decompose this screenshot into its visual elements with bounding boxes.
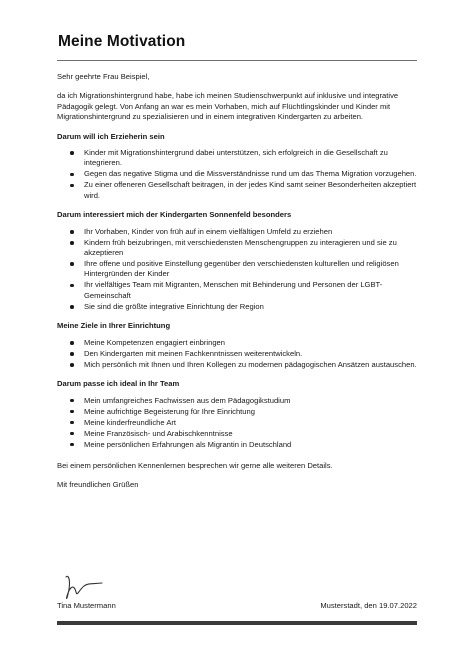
section — [57, 321, 417, 370]
title-divider — [57, 60, 417, 61]
handwritten-signature — [62, 572, 110, 602]
list-item-text: Meine persönlichen Erfahrungen als Migrantin in Deutschland — [84, 439, 292, 449]
bullet-icon — [70, 341, 74, 345]
section — [57, 132, 417, 202]
bullet-icon — [70, 230, 74, 234]
list-item — [57, 338, 417, 348]
list-item-text: Meine kinderfreundliche Art — [84, 417, 177, 427]
bullet-list — [57, 227, 417, 313]
list-item-text: Ihr vielfältiges Team mit Migranten, Menschen mit Behinderung und Personen der LGBT-Gemeinschaft — [84, 280, 383, 300]
place-date: Musterstadt, den 19.07.2022 — [320, 601, 417, 610]
list-item — [57, 396, 417, 406]
bullet-icon — [70, 352, 74, 356]
page-title: Meine Motivation — [58, 33, 186, 50]
bullet-icon — [70, 363, 74, 367]
bullet-icon — [70, 421, 74, 425]
list-item-text: Meine aufrichtige Begeisterung für Ihre Einrichtung — [84, 406, 255, 416]
list-item — [57, 440, 417, 450]
section-heading: Darum will ich Erzieherin sein — [57, 131, 165, 141]
letter-body — [57, 72, 417, 491]
section-heading: Darum interessiert mich der Kindergarten Sonnenfeld besonders — [57, 210, 292, 220]
sections-container — [57, 132, 417, 450]
bullet-icon — [70, 241, 74, 245]
bullet-icon — [70, 443, 74, 447]
list-item-text: Gegen das negative Stigma und die Missverständnisse rund um das Thema Migration vorzugehen. — [84, 169, 417, 179]
bullet-list — [57, 338, 417, 370]
bullet-icon — [70, 284, 74, 288]
list-item-text: Ihre offene und positive Einstellung gegenüber den verschiedensten kulturellen und religiösen Hintergründen der Kinder — [84, 259, 399, 279]
list-item — [57, 169, 417, 179]
section-heading: Darum passe ich ideal in Ihr Team — [57, 379, 180, 389]
list-item — [57, 227, 417, 237]
list-item — [57, 238, 417, 259]
list-item-text: Zu einer offeneren Gesellschaft beitragen, in der jedes Kind samt seiner Besonderheiten akzeptiert wird. — [84, 180, 417, 200]
section — [57, 210, 417, 312]
bullet-list — [57, 148, 417, 201]
footer-bar — [57, 621, 417, 625]
list-item — [57, 302, 417, 312]
list-item-text: Meine Französisch- und Arabischkenntnisse — [84, 428, 233, 438]
bullet-icon — [70, 432, 74, 436]
list-item-text: Kindern früh beizubringen, mit verschiedensten Menschengruppen zu interagieren und sie zu akzeptieren — [84, 237, 397, 258]
intro-paragraph: da ich Migrationshintergrund habe, habe ich meinen Studienschwerpunkt auf inklusive und integrative Pädagogik gelegt. Von Anfang an war es mein Vorhaben, mich auf Flüchtlingskinder und Kinder mit Migrationshintergrund zu spezialisieren und in einem integrativen Kindergarten zu arbeiten. — [57, 91, 399, 122]
list-item — [57, 259, 417, 280]
list-item-text: Kinder mit Migrationshintergrund dabei unterstützen, sich erfolgreich in die Gesellschaft zu integrieren. — [84, 148, 388, 168]
bullet-icon — [70, 399, 74, 403]
list-item — [57, 360, 417, 370]
greeting: Mit freundlichen Grüßen — [57, 480, 139, 490]
list-item — [57, 407, 417, 417]
list-item — [57, 349, 417, 359]
list-item-text: Den Kindergarten mit meinen Fachkenntnissen weiterentwickeln. — [84, 348, 303, 358]
bullet-list — [57, 396, 417, 450]
signer-name: Tina Mustermann — [57, 601, 116, 610]
section-heading: Meine Ziele in Ihrer Einrichtung — [57, 321, 171, 331]
list-item — [57, 418, 417, 428]
salutation: Sehr geehrte Frau Beispiel, — [57, 72, 150, 81]
list-item-text: Mich persönlich mit Ihnen und Ihren Kollegen zu modernen pädagogischen Ansätzen austauschen. — [84, 359, 417, 369]
list-item — [57, 280, 417, 301]
bullet-icon — [70, 151, 74, 155]
bullet-icon — [70, 410, 74, 414]
list-item — [57, 429, 417, 439]
bullet-icon — [70, 184, 74, 188]
list-item — [57, 148, 417, 169]
list-item-text: Ihr Vorhaben, Kinder von früh auf in einem vielfältigen Umfeld zu erziehen — [84, 226, 333, 236]
list-item-text: Mein umfangreiches Fachwissen aus dem Pädagogikstudium — [84, 395, 291, 405]
list-item-text: Meine Kompetenzen engagiert einbringen — [84, 337, 226, 347]
list-item-text: Sie sind die größte integrative Einrichtung der Region — [84, 301, 264, 311]
bullet-icon — [70, 262, 74, 266]
closing-paragraph: Bei einem persönlichen Kennenlernen besprechen wir gerne alle weiteren Details. — [57, 460, 333, 470]
bullet-icon — [70, 305, 74, 309]
bullet-icon — [70, 173, 74, 177]
list-item — [57, 180, 417, 201]
section — [57, 379, 417, 450]
